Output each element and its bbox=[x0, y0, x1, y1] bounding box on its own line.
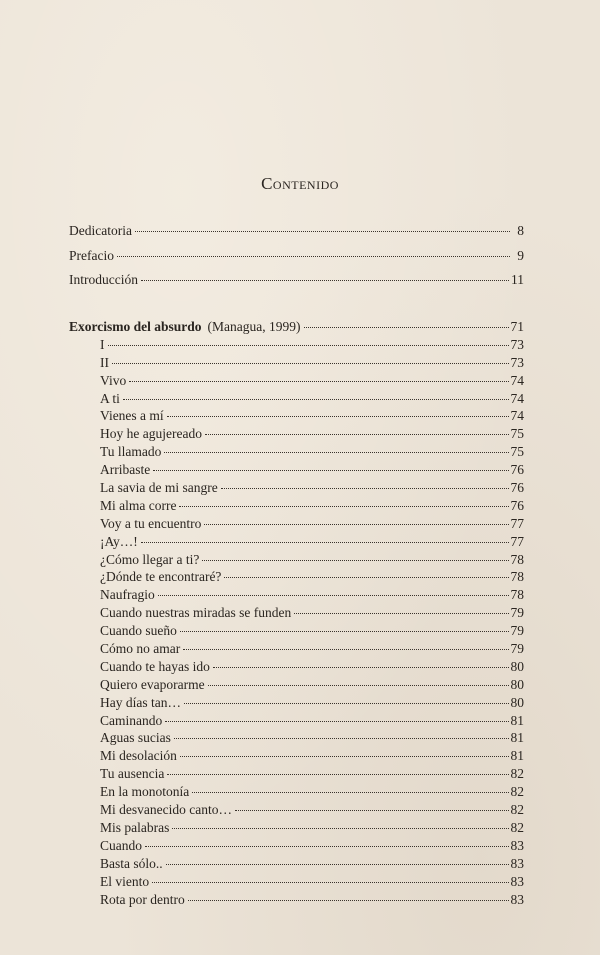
toc-entry-dedicatoria bbox=[69, 219, 524, 244]
toc-page-number: 75 bbox=[510, 426, 524, 442]
toc-entry bbox=[69, 568, 524, 586]
section-entries bbox=[69, 336, 524, 909]
toc-entry bbox=[69, 461, 524, 479]
dot-leader bbox=[192, 788, 508, 793]
toc-entry bbox=[69, 676, 524, 694]
toc-entry-label: ¿Cómo llegar a ti? bbox=[100, 551, 200, 567]
dot-leader bbox=[135, 227, 510, 232]
toc-entry-label: Hay días tan… bbox=[100, 694, 181, 710]
toc-entry bbox=[69, 497, 524, 515]
toc-entry bbox=[69, 622, 524, 640]
front-matter-list bbox=[69, 219, 524, 293]
toc-page-number: 82 bbox=[510, 819, 524, 835]
dot-leader bbox=[112, 359, 509, 364]
section-title: Exorcismo del absurdo bbox=[69, 319, 202, 334]
toc-entry bbox=[69, 354, 524, 372]
section-label bbox=[69, 318, 301, 336]
dot-leader bbox=[164, 448, 508, 453]
toc-entry-label: Tu llamado bbox=[100, 444, 162, 460]
toc-page-number: 74 bbox=[510, 390, 524, 406]
toc-entry-label: Caminando bbox=[100, 712, 163, 728]
toc-entry-label: La savia de mi sangre bbox=[100, 480, 218, 496]
dot-leader bbox=[166, 860, 509, 865]
toc-page-number: 78 bbox=[510, 587, 524, 603]
toc-page-number: 80 bbox=[510, 676, 524, 692]
dot-leader bbox=[204, 520, 508, 525]
toc-entry bbox=[69, 515, 524, 533]
dot-leader bbox=[208, 681, 509, 686]
toc-page-number: 83 bbox=[510, 891, 524, 907]
toc-entry bbox=[69, 604, 524, 622]
toc-page-number: 83 bbox=[510, 837, 524, 853]
dot-leader bbox=[123, 395, 509, 400]
toc-page-number: 77 bbox=[510, 515, 524, 531]
toc-entry bbox=[69, 407, 524, 425]
toc-entry bbox=[69, 783, 524, 801]
dot-leader bbox=[174, 734, 509, 739]
toc-entry-label: Prefacio bbox=[69, 247, 114, 263]
toc-entry-label: Introducción bbox=[69, 272, 138, 287]
toc-entry-label: Cómo no amar bbox=[100, 641, 181, 657]
toc-page-number: 81 bbox=[510, 748, 524, 764]
toc-entry bbox=[69, 586, 524, 604]
toc-page-number: 79 bbox=[510, 605, 524, 621]
dot-leader bbox=[141, 538, 509, 543]
toc-page-number: 79 bbox=[510, 641, 524, 657]
dot-leader bbox=[172, 824, 508, 829]
toc-entry bbox=[69, 712, 524, 730]
toc-entry-label: II bbox=[100, 354, 109, 370]
dot-leader bbox=[145, 842, 509, 847]
toc-page-number: 73 bbox=[510, 354, 524, 370]
toc-entry-label: Cuando te hayas ido bbox=[100, 658, 210, 674]
toc-entry bbox=[69, 372, 524, 390]
dot-leader bbox=[183, 645, 508, 650]
toc-entry-introduccion bbox=[69, 268, 524, 293]
toc-entry bbox=[69, 533, 524, 551]
toc-entry bbox=[69, 425, 524, 443]
dot-leader bbox=[180, 752, 509, 757]
toc-entry-label: El viento bbox=[100, 873, 150, 889]
dot-leader bbox=[158, 591, 509, 596]
toc-page-number: 71 bbox=[510, 319, 524, 334]
toc-page-number: 77 bbox=[510, 533, 524, 549]
toc-entry-label: Tu ausencia bbox=[100, 766, 165, 782]
toc-page-number: 11 bbox=[511, 272, 524, 287]
toc-entry-label: Dedicatoria bbox=[69, 223, 132, 238]
dot-leader bbox=[188, 896, 509, 901]
toc-entry-label: En la monotonía bbox=[100, 784, 190, 800]
toc-page-number: 76 bbox=[510, 462, 524, 478]
toc-entry bbox=[69, 443, 524, 461]
dot-leader bbox=[117, 252, 510, 257]
toc-entry-label: Vienes a mí bbox=[100, 408, 164, 424]
toc-entry-label: A ti bbox=[100, 390, 120, 406]
dot-leader bbox=[141, 276, 509, 281]
toc-page-number: 76 bbox=[510, 497, 524, 513]
dot-leader bbox=[167, 770, 508, 775]
toc-entry bbox=[69, 551, 524, 569]
toc-entry bbox=[69, 855, 524, 873]
toc-section-heading bbox=[69, 318, 524, 336]
dot-leader bbox=[221, 484, 509, 489]
section-list bbox=[69, 318, 524, 908]
dot-leader bbox=[304, 323, 509, 328]
toc-entry-label: Aguas sucias bbox=[100, 730, 171, 746]
toc-entry bbox=[69, 819, 524, 837]
dot-leader bbox=[235, 806, 509, 811]
dot-leader bbox=[180, 627, 509, 632]
dot-leader bbox=[202, 556, 508, 561]
toc-entry-label: Cuando nuestras miradas se funden bbox=[100, 605, 292, 621]
toc-page-number: 73 bbox=[510, 336, 524, 352]
toc-entry bbox=[69, 747, 524, 765]
dot-leader bbox=[179, 502, 508, 507]
toc-page-number: 78 bbox=[510, 551, 524, 567]
toc-entry-label: Cuando bbox=[100, 837, 142, 853]
toc-entry bbox=[69, 479, 524, 497]
toc-entry bbox=[69, 765, 524, 783]
toc-entry bbox=[69, 694, 524, 712]
toc-page-number: 81 bbox=[510, 730, 524, 746]
toc-page-number: 80 bbox=[510, 694, 524, 710]
toc-entry-label: Quiero evaporarme bbox=[100, 676, 205, 692]
toc-entry bbox=[69, 640, 524, 658]
toc-entry-label: Naufragio bbox=[100, 587, 155, 603]
toc-page-number: 82 bbox=[510, 784, 524, 800]
toc-entry-label: Mi desvanecido canto… bbox=[100, 802, 232, 818]
toc-entry-label: Vivo bbox=[100, 372, 127, 388]
toc-entry-prefacio bbox=[69, 244, 524, 269]
dot-leader bbox=[152, 878, 508, 883]
toc-page-number: 82 bbox=[510, 802, 524, 818]
toc-entry bbox=[69, 336, 524, 354]
toc-page-number: 82 bbox=[510, 766, 524, 782]
toc-page-number: 78 bbox=[510, 569, 524, 585]
dot-leader bbox=[205, 430, 509, 435]
toc-entry-label: Basta sólo.. bbox=[100, 855, 163, 871]
toc-entry-label: ¿Dónde te encontraré? bbox=[100, 569, 222, 585]
toc-page-number: 8 bbox=[517, 223, 524, 238]
toc-entry-label: Mi desolación bbox=[100, 748, 177, 764]
toc-entry bbox=[69, 729, 524, 747]
dot-leader bbox=[184, 699, 509, 704]
toc-entry-label: Voy a tu encuentro bbox=[100, 515, 202, 531]
toc-page-number: 74 bbox=[510, 408, 524, 424]
toc-entry-label: Cuando sueño bbox=[100, 623, 177, 639]
page-title: Contenido bbox=[261, 174, 339, 193]
toc-entry-label: Mi alma corre bbox=[100, 497, 177, 513]
dot-leader bbox=[294, 609, 508, 614]
toc-entry-label: Hoy he agujereado bbox=[100, 426, 202, 442]
toc-page-number: 83 bbox=[510, 873, 524, 889]
toc-page-number: 76 bbox=[510, 480, 524, 496]
toc-page-number: 74 bbox=[510, 372, 524, 388]
dot-leader bbox=[224, 573, 508, 578]
toc-entry bbox=[69, 873, 524, 891]
toc-page-number: 9 bbox=[517, 247, 524, 263]
dot-leader bbox=[167, 412, 509, 417]
toc-page-number: 79 bbox=[510, 623, 524, 639]
toc-entry-label: Arribaste bbox=[100, 462, 151, 478]
toc-entry-label: Mis palabras bbox=[100, 819, 170, 835]
toc-page-number: 80 bbox=[510, 658, 524, 674]
toc-entry bbox=[69, 837, 524, 855]
dot-leader bbox=[165, 717, 508, 722]
toc-page-number: 75 bbox=[510, 444, 524, 460]
toc-entry bbox=[69, 658, 524, 676]
toc-page-number: 83 bbox=[510, 855, 524, 871]
toc-entry bbox=[69, 891, 524, 909]
toc-entry-label: I bbox=[100, 336, 105, 352]
dot-leader bbox=[153, 466, 508, 471]
dot-leader bbox=[108, 341, 509, 346]
toc-entry-label: Rota por dentro bbox=[100, 891, 185, 907]
dot-leader bbox=[129, 377, 508, 382]
toc-entry bbox=[69, 801, 524, 819]
section-subtitle: (Managua, 1999) bbox=[207, 319, 301, 334]
toc-entry bbox=[69, 390, 524, 408]
toc-entry-label: ¡Ay…! bbox=[100, 533, 138, 549]
toc-page-number: 81 bbox=[510, 712, 524, 728]
dot-leader bbox=[213, 663, 509, 668]
